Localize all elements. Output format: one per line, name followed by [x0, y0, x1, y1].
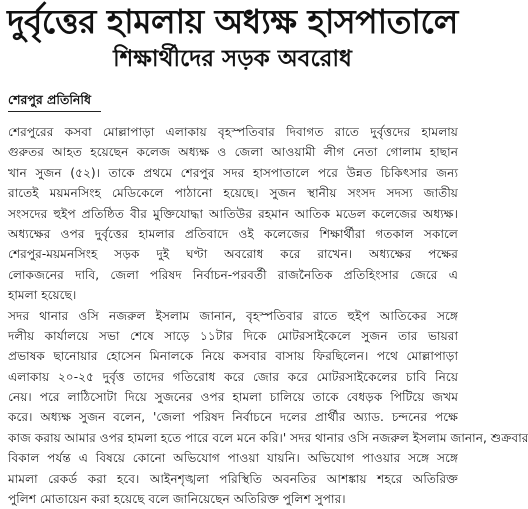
byline-underline [8, 111, 101, 112]
body-line: এলাকায় ২০-২৫ দুর্বৃত্ত তাদের গতিরোধ করে জোর করে মোটরসাইকেলের চাবি নিয়ে [8, 369, 458, 384]
body-line: শেরপুর-ময়মনসিংহ সড়ক দুই ঘণ্টা অবরোধ করে রাখেন। অধ্যক্ষের পক্ষের [8, 247, 458, 262]
body-line: সদর থানার ওসি নজরুল ইসলাম জানান, বৃহস্পতিবার রাতে হুইপ আতিকের সঙ্গে [8, 308, 458, 323]
body-line: শেরপুরের কসবা মোল্লাপাড়া এলাকায় বৃহস্পতিবার দিবাগত রাতে দুর্বৃত্তদের হামলায় [8, 125, 458, 139]
body-line: দলীয় কার্যালয়ে সভা শেষে সাড়ে ১১টার দিকে মোটরসাইকেলে সুজন তার ভায়রা [8, 328, 458, 343]
body-line: গুরুতর আহত হয়েছেন কলেজ অধ্যক্ষ ও জেলা আওয়ামী লীগ নেতা গোলাম হাছান [8, 145, 458, 160]
article-body [8, 122, 528, 509]
body-line: হামলা হয়েছে। [8, 288, 77, 303]
headline: দুর্বৃত্তের হামলায় অধ্যক্ষ হাসপাতালে [7, 2, 458, 41]
body-line: পুলিশ মোতায়েন করা হয়েছে বলে জানিয়েছেন অতিরিক্ত পুলিশ সুপার। [8, 492, 346, 507]
byline: শেরপুর প্রতিনিধি [8, 92, 91, 107]
body-line: খান সুজন (৫২)। তাকে প্রথমে শেরপুর সদর হাসপাতালে পরে উন্নত চিকিৎসার জন্য [8, 165, 458, 180]
subheadline: শিক্ষার্থীদের সড়ক অবরোধ [113, 46, 352, 72]
body-line: বিকাল পর্যন্ত এ বিষয়ে কোনো অভিযোগ পাওয়া যায়নি। অভিযোগ পাওয়ার সঙ্গে সঙ্গে [8, 451, 458, 466]
body-line: কাজ করায় আমার ওপর হামলা হতে পারে বলে মনে করি।' সদর থানার ওসি নজরুল ইসলাম জানান, শুক্রবার [8, 430, 528, 445]
body-line: রাতেই ময়মনসিংহ মেডিকেলে পাঠানো হয়েছে। সুজন স্থানীয় সংসদ সদস্য জাতীয় [8, 186, 458, 201]
body-line: লোকজনের দাবি, জেলা পরিষদ নির্বাচন-পরবর্তী রাজনৈতিক প্রতিহিংসার জেরে এ [8, 267, 458, 282]
body-line: নেয়। পরে লাঠিসোটা দিয়ে সুজনের ওপর হামলা চালিয়ে তাকে বেধড়ক পিটিয়ে জখম [8, 390, 458, 405]
body-line: অধ্যক্ষের ওপর দুর্বৃত্তের হামলার প্রতিবাদে ওই কলেজের শিক্ষার্থীরা গতকাল সকালে [8, 226, 458, 241]
body-line: মামলা রেকর্ড করা হবে। আইনশৃঙ্খলা পরিস্থিতি অবনতির আশঙ্কায় শহরে অতিরিক্ত [8, 471, 458, 486]
body-line: করে। অধ্যক্ষ সুজন বলেন, 'জেলা পরিষদ নির্বাচনে দলের প্রার্থীর অ্যাড. চন্দনের পক্ষে [8, 410, 458, 425]
body-line: প্রভাষক ছানোয়ার হোসেন মিনালকে নিয়ে কসবার বাসায় ফিরছিলেন। পথে মোল্লাপাড়া [8, 349, 458, 364]
body-line: সংসদের হুইপ প্রতিষ্ঠিত বীর মুক্তিযোদ্ধা আতিউর রহমান আতিক মডেল কলেজের অধ্যক্ষ। [8, 206, 458, 221]
